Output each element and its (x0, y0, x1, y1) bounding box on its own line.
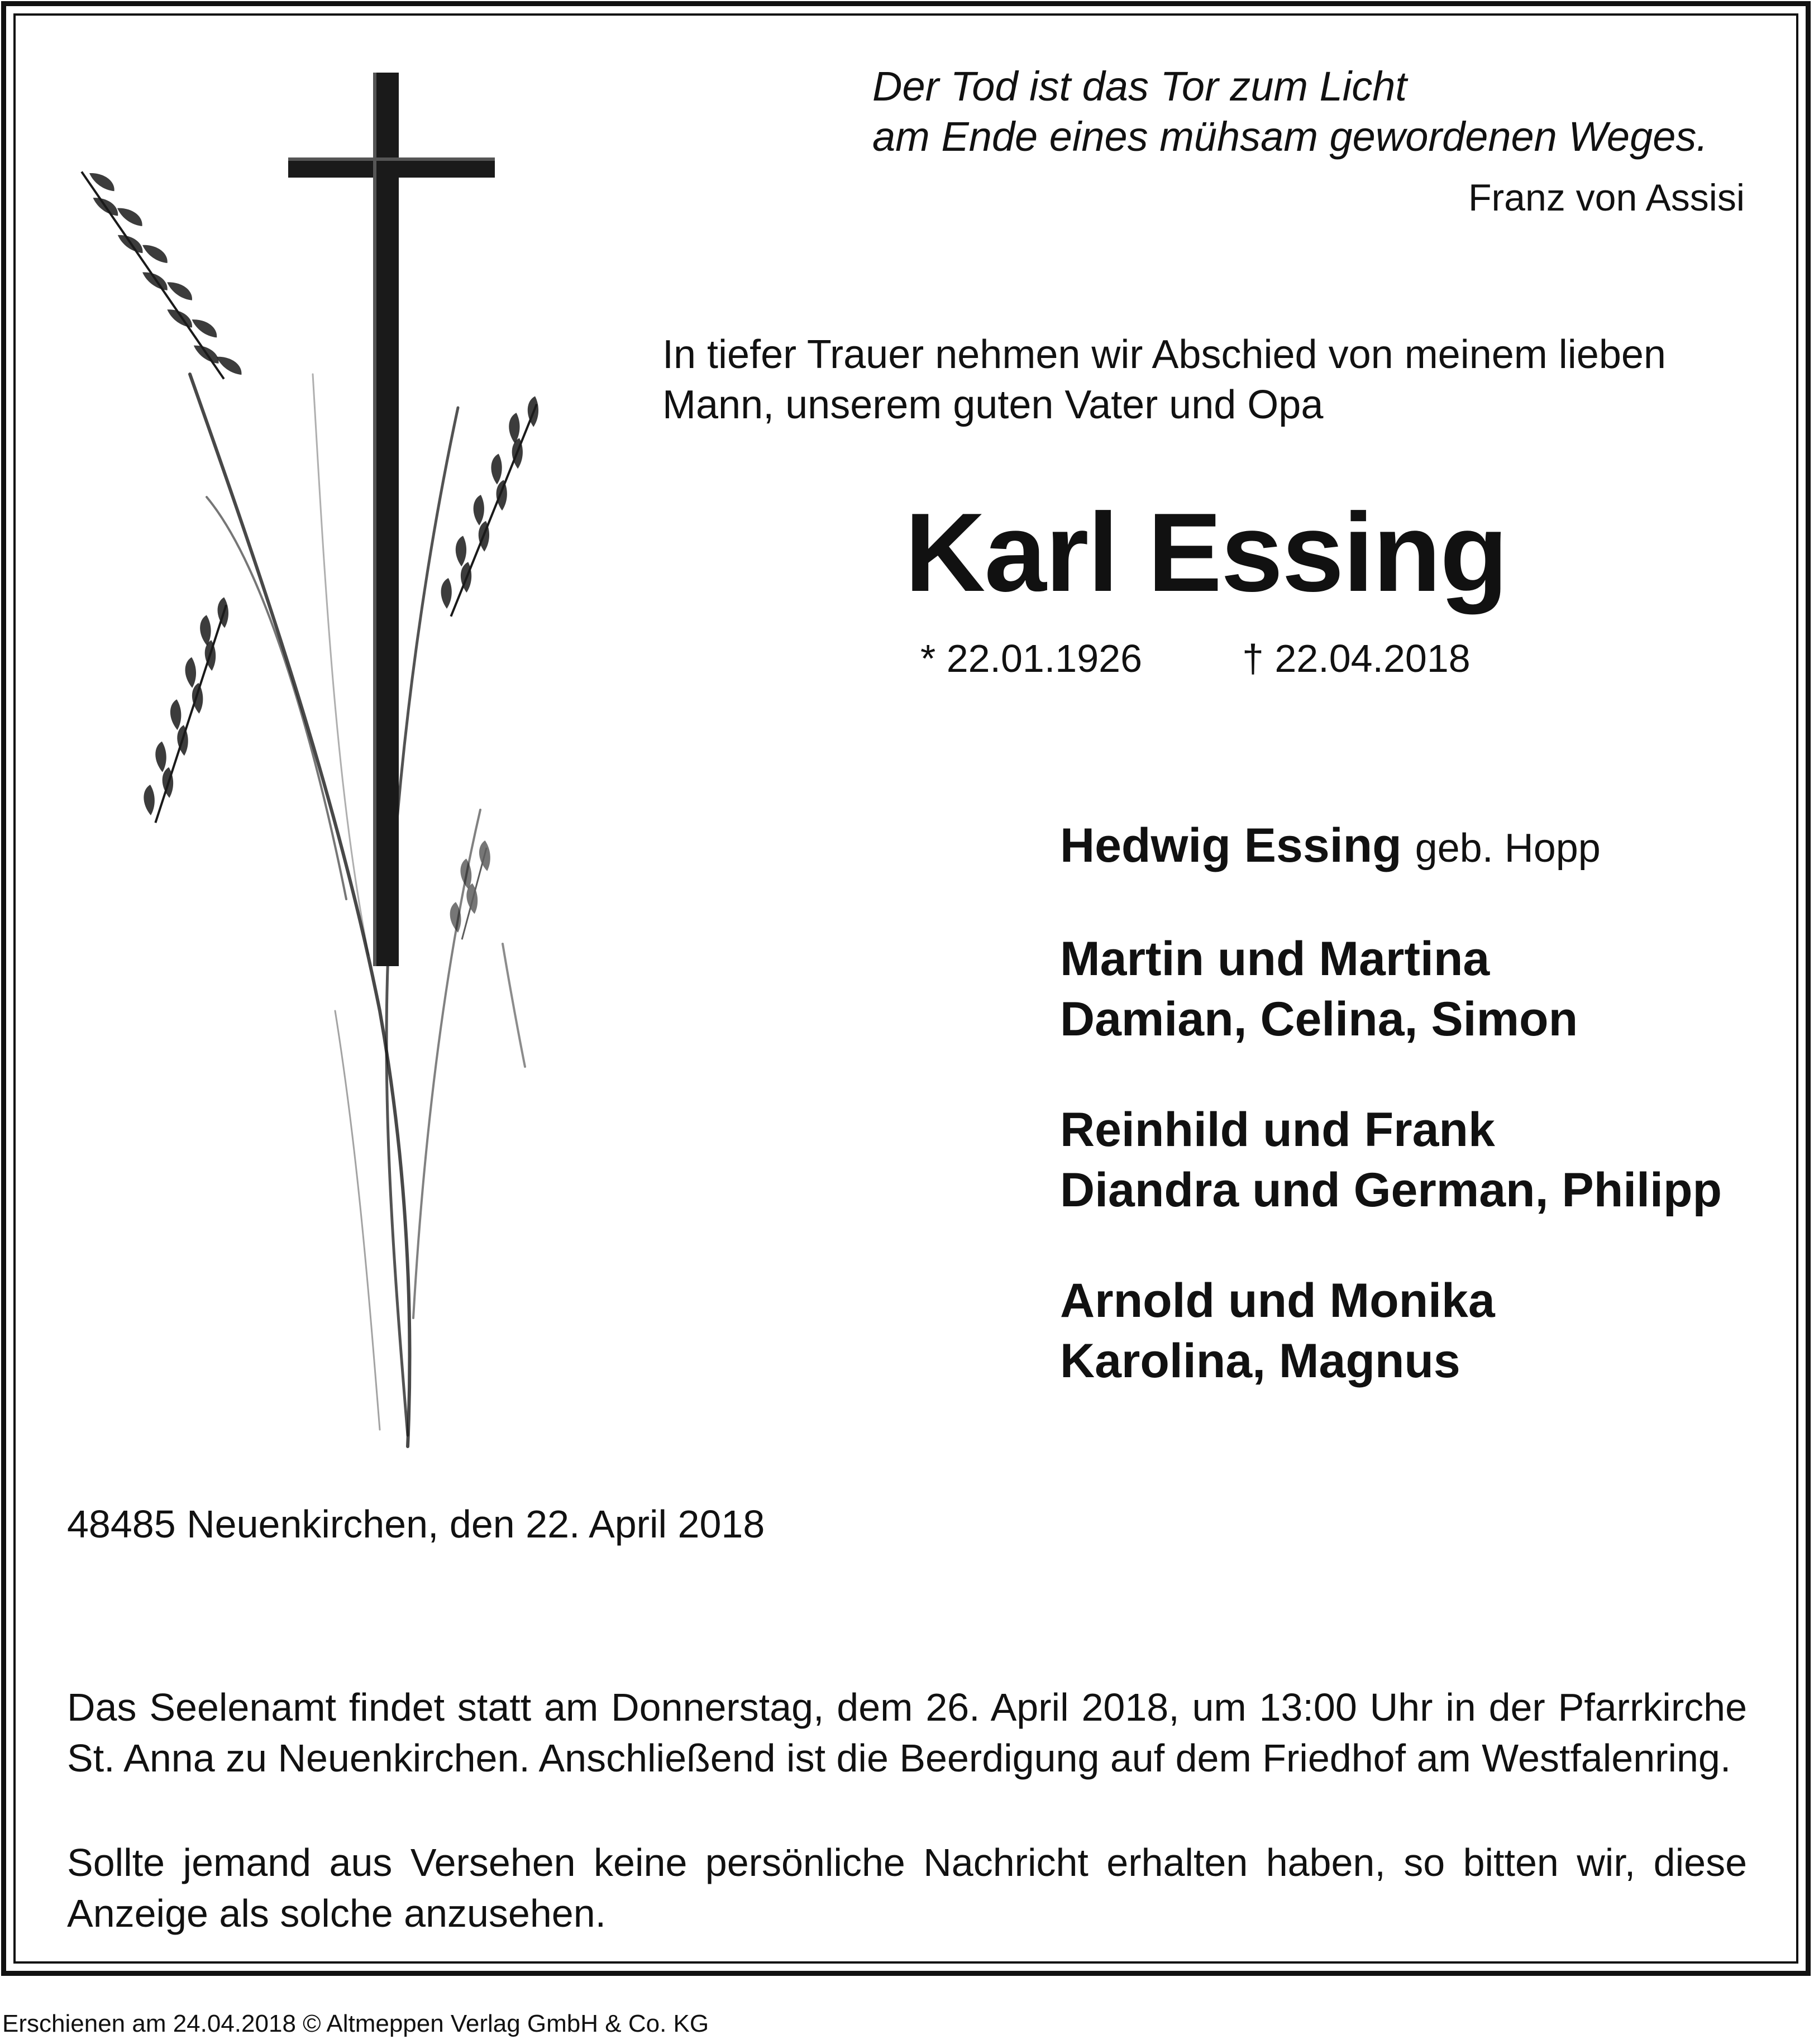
spouse-name: Hedwig Essing (1060, 819, 1402, 872)
mourner-family-2 (1060, 1100, 1753, 1220)
spouse-maiden-name: geb. Hopp (1415, 826, 1601, 871)
quote-line-1: Der Tod ist das Tor zum Licht (872, 63, 1407, 109)
service-info: Das Seelenamt findet statt am Donnerstag, dem 26. April 2018, um 13:00 Uhr in der Pfarrkirche St. Anna zu Neuenkirchen. Anschließend ist die Beerdigung auf dem Friedhof am Westfalenring. (67, 1685, 1747, 1780)
publication-footer: Erschienen am 24.04.2018 © Altmeppen Verlag GmbH & Co. KG (2, 2010, 709, 2037)
death-date: † 22.04.2018 (1242, 637, 1471, 680)
quote-line-2: am Ende eines mühsam gewordenen Weges. (872, 113, 1708, 160)
place-and-date: 48485 Neuenkirchen, den 22. April 2018 (67, 1502, 765, 1546)
cross-shape (288, 73, 495, 966)
mourner-family-3 (1060, 1271, 1753, 1391)
mourners-list (1060, 815, 1753, 1441)
birth-date: * 22.01.1926 (920, 637, 1143, 680)
family-2-line-1: Reinhild und Frank (1060, 1103, 1495, 1157)
family-1-line-1: Martin und Martina (1060, 932, 1490, 986)
mourner-family-1 (1060, 929, 1753, 1049)
mourner-spouse (1060, 815, 1753, 878)
intro-line-2: Mann, unserem guten Vater und Opa (662, 383, 1324, 427)
deceased-name: Karl Essing (905, 490, 1507, 615)
intro-text (662, 329, 1746, 430)
family-3-line-1: Arnold und Monika (1060, 1274, 1495, 1327)
notice-text: Sollte jemand aus Versehen keine persönliche Nachricht erhalten haben, so bitten wir, diese Anzeige als solche anzusehen. (67, 1841, 1747, 1935)
family-2-line-2: Diandra und German, Philipp (1060, 1163, 1722, 1217)
family-3-line-2: Karolina, Magnus (1060, 1334, 1460, 1388)
family-1-line-2: Damian, Celina, Simon (1060, 992, 1578, 1046)
intro-line-1: In tiefer Trauer nehmen wir Abschied von meinem lieben (662, 332, 1666, 377)
quote-author: Franz von Assisi (1468, 176, 1745, 219)
quote (872, 61, 1744, 162)
cross-with-wheat-icon (22, 61, 581, 1469)
